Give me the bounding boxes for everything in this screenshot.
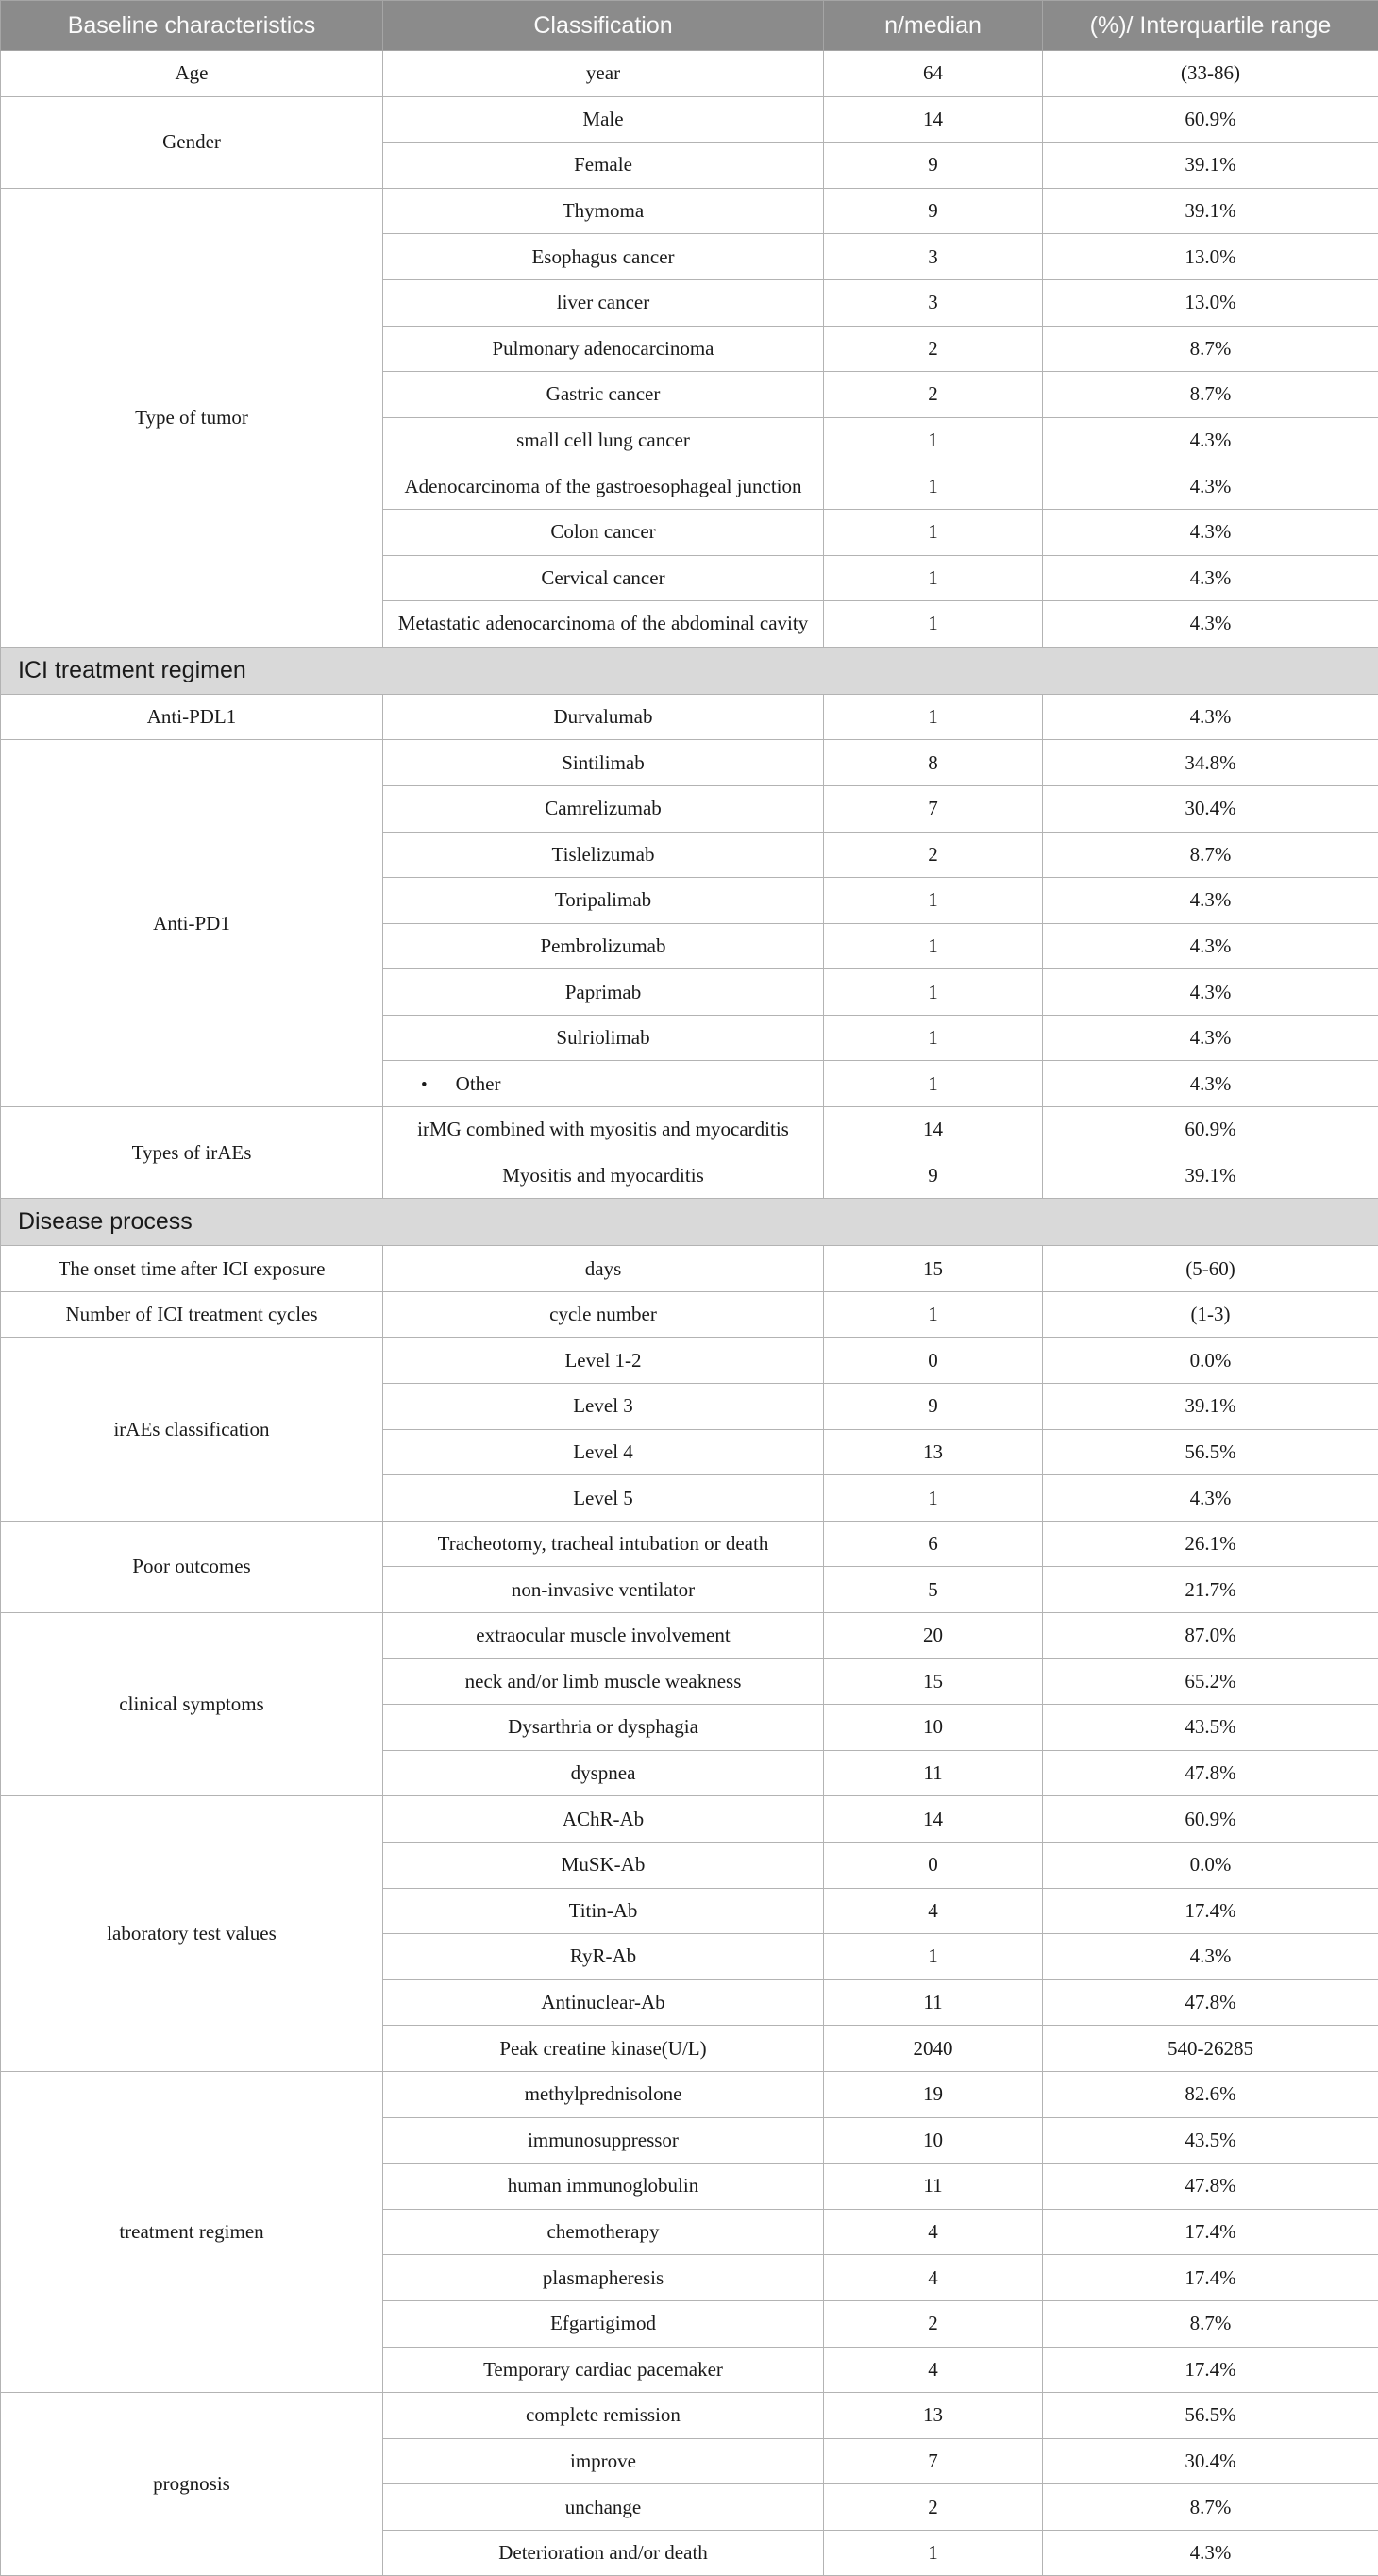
group-label: Type of tumor — [1, 188, 383, 647]
percent-iqr-cell: 8.7% — [1043, 2484, 1378, 2531]
n-median-cell: 6 — [824, 1521, 1043, 1567]
classification-cell: dyspnea — [383, 1750, 824, 1796]
classification-text: Other — [455, 1071, 501, 1095]
n-median-cell: 1 — [824, 878, 1043, 924]
n-median-cell: 1 — [824, 923, 1043, 969]
percent-iqr-cell: 26.1% — [1043, 1521, 1378, 1567]
table-row — [1, 96, 1378, 143]
percent-iqr-cell: 0.0% — [1043, 1842, 1378, 1888]
n-median-cell: 14 — [824, 1107, 1043, 1153]
classification-cell: irMG combined with myositis and myocarditis — [383, 1107, 824, 1153]
n-median-cell: 2 — [824, 372, 1043, 418]
group-label: Poor outcomes — [1, 1521, 383, 1612]
classification-cell: Sintilimab — [383, 740, 824, 786]
n-median-cell: 7 — [824, 2438, 1043, 2484]
table-header — [1, 1, 1378, 51]
table-row — [1, 1521, 1378, 1567]
percent-iqr-cell: 17.4% — [1043, 2347, 1378, 2393]
classification-cell: Adenocarcinoma of the gastroesophageal junction — [383, 463, 824, 510]
n-median-cell: 3 — [824, 279, 1043, 326]
classification-cell: non-invasive ventilator — [383, 1567, 824, 1613]
n-median-cell: 9 — [824, 1153, 1043, 1199]
n-median-cell: 1 — [824, 1475, 1043, 1522]
n-median-cell: 2 — [824, 2484, 1043, 2531]
table-row — [1, 2393, 1378, 2439]
column-header-3: n/median — [824, 1, 1043, 51]
classification-cell: Durvalumab — [383, 694, 824, 740]
n-median-cell: 4 — [824, 2347, 1043, 2393]
n-median-cell: 1 — [824, 1061, 1043, 1107]
classification-cell: Toripalimab — [383, 878, 824, 924]
group-label: treatment regimen — [1, 2071, 383, 2392]
column-header-2: Classification — [383, 1, 824, 51]
table-row — [1, 1107, 1378, 1153]
percent-iqr-cell: 82.6% — [1043, 2071, 1378, 2117]
percent-iqr-cell: 4.3% — [1043, 2530, 1378, 2576]
classification-cell: complete remission — [383, 2393, 824, 2439]
n-median-cell: 4 — [824, 2209, 1043, 2255]
percent-iqr-cell: 4.3% — [1043, 509, 1378, 555]
group-label: Age — [1, 51, 383, 97]
n-median-cell: 1 — [824, 694, 1043, 740]
group-label: clinical symptoms — [1, 1613, 383, 1796]
n-median-cell: 0 — [824, 1338, 1043, 1384]
n-median-cell: 0 — [824, 1842, 1043, 1888]
classification-cell: Peak creatine kinase(U/L) — [383, 2026, 824, 2072]
classification-cell: methylprednisolone — [383, 2071, 824, 2117]
classification-cell: Colon cancer — [383, 509, 824, 555]
group-label: Gender — [1, 96, 383, 188]
column-header-4: (%)/ Interquartile range — [1043, 1, 1378, 51]
classification-cell: Sulriolimab — [383, 1015, 824, 1061]
section-band-row — [1, 1199, 1378, 1246]
classification-cell: human immunoglobulin — [383, 2164, 824, 2210]
n-median-cell: 1 — [824, 463, 1043, 510]
percent-iqr-cell: 4.3% — [1043, 969, 1378, 1016]
classification-cell: Esophagus cancer — [383, 234, 824, 280]
n-median-cell: 1 — [824, 555, 1043, 601]
classification-cell: chemotherapy — [383, 2209, 824, 2255]
classification-cell: Tracheotomy, tracheal intubation or death — [383, 1521, 824, 1567]
table-row — [1, 1796, 1378, 1843]
n-median-cell: 13 — [824, 2393, 1043, 2439]
percent-iqr-cell: 47.8% — [1043, 2164, 1378, 2210]
percent-iqr-cell: 4.3% — [1043, 417, 1378, 463]
n-median-cell: 15 — [824, 1658, 1043, 1705]
header-row — [1, 1, 1378, 51]
n-median-cell: 15 — [824, 1246, 1043, 1292]
percent-iqr-cell: 4.3% — [1043, 463, 1378, 510]
section-title: ICI treatment regimen — [1, 647, 1378, 694]
classification-cell: AChR-Ab — [383, 1796, 824, 1843]
percent-iqr-cell: 60.9% — [1043, 1107, 1378, 1153]
n-median-cell: 8 — [824, 740, 1043, 786]
percent-iqr-cell: 8.7% — [1043, 326, 1378, 372]
group-label: Anti-PD1 — [1, 740, 383, 1107]
percent-iqr-cell: 4.3% — [1043, 555, 1378, 601]
n-median-cell: 7 — [824, 785, 1043, 832]
n-median-cell: 2 — [824, 326, 1043, 372]
table-row — [1, 188, 1378, 234]
classification-cell: Thymoma — [383, 188, 824, 234]
group-label: Anti-PDL1 — [1, 694, 383, 740]
n-median-cell: 1 — [824, 969, 1043, 1016]
group-label: Types of irAEs — [1, 1107, 383, 1199]
percent-iqr-cell: (33-86) — [1043, 51, 1378, 97]
n-median-cell: 9 — [824, 1384, 1043, 1430]
table-row — [1, 1246, 1378, 1292]
classification-cell: Level 1-2 — [383, 1338, 824, 1384]
classification-cell: Level 5 — [383, 1475, 824, 1522]
n-median-cell: 4 — [824, 2255, 1043, 2301]
percent-iqr-cell: 8.7% — [1043, 832, 1378, 878]
n-median-cell: 19 — [824, 2071, 1043, 2117]
n-median-cell: 14 — [824, 96, 1043, 143]
group-label: The onset time after ICI exposure — [1, 1246, 383, 1292]
classification-cell: extraocular muscle involvement — [383, 1613, 824, 1659]
percent-iqr-cell: 17.4% — [1043, 2209, 1378, 2255]
percent-iqr-cell: 13.0% — [1043, 234, 1378, 280]
n-median-cell: 14 — [824, 1796, 1043, 1843]
n-median-cell: 13 — [824, 1429, 1043, 1475]
percent-iqr-cell: 56.5% — [1043, 2393, 1378, 2439]
classification-cell: neck and/or limb muscle weakness — [383, 1658, 824, 1705]
percent-iqr-cell: 47.8% — [1043, 1979, 1378, 2026]
percent-iqr-cell: 56.5% — [1043, 1429, 1378, 1475]
classification-cell: Cervical cancer — [383, 555, 824, 601]
classification-cell: Myositis and myocarditis — [383, 1153, 824, 1199]
percent-iqr-cell: 4.3% — [1043, 1061, 1378, 1107]
percent-iqr-cell: 4.3% — [1043, 1934, 1378, 1980]
percent-iqr-cell: 34.8% — [1043, 740, 1378, 786]
percent-iqr-cell: 17.4% — [1043, 1888, 1378, 1934]
n-median-cell: 10 — [824, 2117, 1043, 2164]
classification-cell: liver cancer — [383, 279, 824, 326]
n-median-cell: 11 — [824, 1979, 1043, 2026]
percent-iqr-cell: 39.1% — [1043, 1153, 1378, 1199]
n-median-cell: 11 — [824, 1750, 1043, 1796]
classification-cell: plasmapheresis — [383, 2255, 824, 2301]
group-label: Number of ICI treatment cycles — [1, 1291, 383, 1338]
percent-iqr-cell: 39.1% — [1043, 143, 1378, 189]
n-median-cell: 5 — [824, 1567, 1043, 1613]
n-median-cell: 2 — [824, 2300, 1043, 2347]
n-median-cell: 64 — [824, 51, 1043, 97]
percent-iqr-cell: 30.4% — [1043, 2438, 1378, 2484]
percent-iqr-cell: (1-3) — [1043, 1291, 1378, 1338]
n-median-cell: 1 — [824, 417, 1043, 463]
percent-iqr-cell: 0.0% — [1043, 1338, 1378, 1384]
classification-cell: Dysarthria or dysphagia — [383, 1705, 824, 1751]
percent-iqr-cell: 4.3% — [1043, 923, 1378, 969]
percent-iqr-cell: (5-60) — [1043, 1246, 1378, 1292]
percent-iqr-cell: 39.1% — [1043, 188, 1378, 234]
classification-cell: Tislelizumab — [383, 832, 824, 878]
classification-cell: Gastric cancer — [383, 372, 824, 418]
table-body — [1, 51, 1378, 2576]
classification-cell: Efgartigimod — [383, 2300, 824, 2347]
column-header-1: Baseline characteristics — [1, 1, 383, 51]
n-median-cell: 11 — [824, 2164, 1043, 2210]
classification-cell: immunosuppressor — [383, 2117, 824, 2164]
n-median-cell: 20 — [824, 1613, 1043, 1659]
n-median-cell: 1 — [824, 2530, 1043, 2576]
classification-cell: MuSK-Ab — [383, 1842, 824, 1888]
n-median-cell: 9 — [824, 143, 1043, 189]
percent-iqr-cell: 8.7% — [1043, 2300, 1378, 2347]
group-label: irAEs classification — [1, 1338, 383, 1521]
percent-iqr-cell: 47.8% — [1043, 1750, 1378, 1796]
classification-cell: RyR-Ab — [383, 1934, 824, 1980]
table-row — [1, 1613, 1378, 1659]
percent-iqr-cell: 39.1% — [1043, 1384, 1378, 1430]
percent-iqr-cell: 540-26285 — [1043, 2026, 1378, 2072]
n-median-cell: 1 — [824, 509, 1043, 555]
classification-cell: improve — [383, 2438, 824, 2484]
section-title: Disease process — [1, 1199, 1378, 1246]
n-median-cell: 9 — [824, 188, 1043, 234]
classification-cell: Camrelizumab — [383, 785, 824, 832]
table-row — [1, 1338, 1378, 1384]
percent-iqr-cell: 4.3% — [1043, 694, 1378, 740]
table-row — [1, 1291, 1378, 1338]
percent-iqr-cell: 4.3% — [1043, 1015, 1378, 1061]
classification-cell: unchange — [383, 2484, 824, 2531]
percent-iqr-cell: 8.7% — [1043, 372, 1378, 418]
classification-cell: Metastatic adenocarcinoma of the abdominal cavity — [383, 601, 824, 648]
table-row — [1, 51, 1378, 97]
n-median-cell: 2040 — [824, 2026, 1043, 2072]
percent-iqr-cell: 13.0% — [1043, 279, 1378, 326]
n-median-cell: 1 — [824, 1934, 1043, 1980]
classification-cell: Level 4 — [383, 1429, 824, 1475]
n-median-cell: 1 — [824, 1015, 1043, 1061]
n-median-cell: 1 — [824, 601, 1043, 648]
classification-cell: Female — [383, 143, 824, 189]
classification-cell: year — [383, 51, 824, 97]
classification-cell: Titin-Ab — [383, 1888, 824, 1934]
n-median-cell: 1 — [824, 1291, 1043, 1338]
bullet-icon: • — [421, 1074, 428, 1095]
classification-cell: small cell lung cancer — [383, 417, 824, 463]
classification-cell: cycle number — [383, 1291, 824, 1338]
percent-iqr-cell: 60.9% — [1043, 1796, 1378, 1843]
n-median-cell: 10 — [824, 1705, 1043, 1751]
table-row — [1, 2071, 1378, 2117]
percent-iqr-cell: 4.3% — [1043, 601, 1378, 648]
percent-iqr-cell: 87.0% — [1043, 1613, 1378, 1659]
n-median-cell: 3 — [824, 234, 1043, 280]
percent-iqr-cell: 30.4% — [1043, 785, 1378, 832]
classification-cell: days — [383, 1246, 824, 1292]
percent-iqr-cell: 4.3% — [1043, 878, 1378, 924]
classification-cell — [383, 1061, 824, 1107]
percent-iqr-cell: 60.9% — [1043, 96, 1378, 143]
percent-iqr-cell: 65.2% — [1043, 1658, 1378, 1705]
group-label: laboratory test values — [1, 1796, 383, 2072]
section-band-row — [1, 647, 1378, 694]
classification-cell: Paprimab — [383, 969, 824, 1016]
classification-cell: Pembrolizumab — [383, 923, 824, 969]
n-median-cell: 2 — [824, 832, 1043, 878]
classification-cell: Antinuclear-Ab — [383, 1979, 824, 2026]
percent-iqr-cell: 4.3% — [1043, 1475, 1378, 1522]
table-row — [1, 740, 1378, 786]
percent-iqr-cell: 43.5% — [1043, 1705, 1378, 1751]
percent-iqr-cell: 43.5% — [1043, 2117, 1378, 2164]
percent-iqr-cell: 21.7% — [1043, 1567, 1378, 1613]
classification-cell: Male — [383, 96, 824, 143]
group-label: prognosis — [1, 2393, 383, 2576]
percent-iqr-cell: 17.4% — [1043, 2255, 1378, 2301]
classification-cell: Pulmonary adenocarcinoma — [383, 326, 824, 372]
classification-cell: Deterioration and/or death — [383, 2530, 824, 2576]
classification-cell: Level 3 — [383, 1384, 824, 1430]
table-row — [1, 694, 1378, 740]
classification-cell: Temporary cardiac pacemaker — [383, 2347, 824, 2393]
n-median-cell: 4 — [824, 1888, 1043, 1934]
